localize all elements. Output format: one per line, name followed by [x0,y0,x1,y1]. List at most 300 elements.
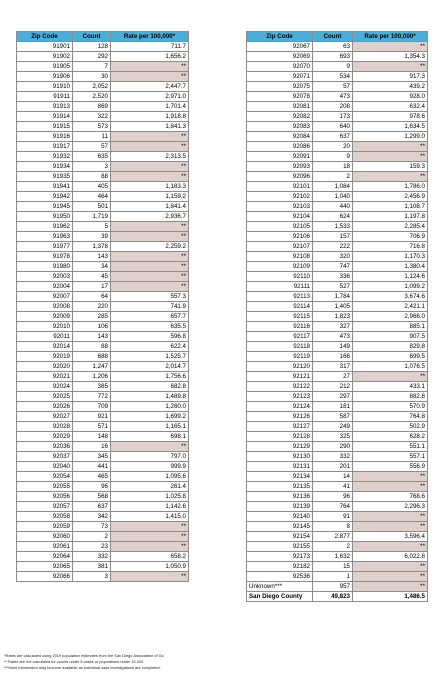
zip-code-cell: 91915 [17,122,73,132]
count-cell: 20 [313,142,353,152]
count-cell: 747 [313,262,353,272]
rate-cell: ** [111,132,189,142]
zip-code-cell: 92055 [17,482,73,492]
zip-code-cell: 92154 [247,532,313,542]
rate-cell: 1,183.3 [111,182,189,192]
count-cell: 173 [313,112,353,122]
zip-code-cell: 92182 [247,562,313,572]
count-cell: 8 [313,522,353,532]
zip-code-cell: 92071 [247,72,313,82]
zip-code-cell: 91941 [17,182,73,192]
table-row [247,232,428,242]
rate-cell: 797.0 [111,452,189,462]
zip-code-cell: 92108 [247,252,313,262]
rate-cell: 999.9 [111,462,189,472]
table-row [17,222,189,232]
count-cell: 332 [73,552,111,562]
count-cell: 34 [73,262,111,272]
rate-cell: 657.7 [111,312,189,322]
count-cell: 30 [73,72,111,82]
zip-code-cell: 92118 [247,342,313,352]
count-cell: 527 [313,282,353,292]
rate-cell: 1,099.2 [353,282,428,292]
count-cell: 440 [313,202,353,212]
rate-cell: 1,756.6 [111,372,189,382]
count-cell: 149 [313,342,353,352]
table-row [247,472,428,482]
zip-code-cell: 92128 [247,432,313,442]
table-row [247,132,428,142]
table-row [247,202,428,212]
table-row [17,572,189,582]
zip-code-cell: 92057 [17,502,73,512]
zip-code-cell: 92136 [247,492,313,502]
rate-cell: 1,489.8 [111,392,189,402]
count-cell: 709 [73,402,111,412]
zip-code-cell: 92084 [247,132,313,142]
table-row [247,422,428,432]
rate-cell: 716.8 [353,242,428,252]
table-row [17,202,189,212]
zip-code-cell: 92025 [17,392,73,402]
table-row [247,282,428,292]
table-row [17,72,189,82]
count-cell: 1,823 [313,312,353,322]
zip-code-cell: 92021 [17,372,73,382]
count-cell: 64 [73,292,111,302]
rate-cell: 1,634.5 [353,122,428,132]
count-cell: 637 [313,132,353,142]
zip-code-cell: 92145 [247,522,313,532]
table-row [247,332,428,342]
count-cell: 1,378 [73,242,111,252]
zip-code-cell: 92003 [17,272,73,282]
count-cell: 2 [313,542,353,552]
header-row [247,32,428,42]
table-row [247,502,428,512]
table-row [247,512,428,522]
count-cell: 441 [73,462,111,472]
zip-code-cell: 91906 [17,72,73,82]
count-cell: 1 [313,572,353,582]
count-cell: 14 [313,472,353,482]
table-row [17,132,189,142]
table-row [247,302,428,312]
table-row [247,352,428,362]
rate-cell: 1,197.8 [353,212,428,222]
rate-cell: 928.0 [353,92,428,102]
zip-code-cell: 92120 [247,362,313,372]
table-row [247,182,428,192]
zip-code-cell: 92110 [247,272,313,282]
count-cell: 693 [313,52,353,62]
table-row [247,462,428,472]
rate-cell: 1,299.0 [353,132,428,142]
zip-code-cell: 92119 [247,352,313,362]
rate-cell: ** [111,232,189,242]
zip-code-cell: 92126 [247,412,313,422]
count-cell: 166 [313,352,353,362]
table-row [17,362,189,372]
rate-cell: 3,596.4 [353,532,428,542]
zip-code-cell: 92010 [17,322,73,332]
table-row [247,362,428,372]
table-row [247,92,428,102]
zip-code-cell: 91910 [17,82,73,92]
zip-code-cell: 92082 [247,112,313,122]
table-row [247,412,428,422]
zip-code-cell: 92124 [247,402,313,412]
count-cell: 332 [313,452,353,462]
rate-cell: 635.5 [111,322,189,332]
count-cell: 2,052 [73,82,111,92]
zip-code-cell: 92135 [247,482,313,492]
table-row [247,492,428,502]
zip-table-left [16,31,189,582]
table-row [247,62,428,72]
count-cell: 1,632 [313,552,353,562]
table-row [17,522,189,532]
unknown-row [247,582,428,592]
rate-cell: ** [111,172,189,182]
table-row [17,432,189,442]
rate-cell: ** [111,532,189,542]
zip-code-cell: 91917 [17,142,73,152]
zip-code-cell: 92103 [247,202,313,212]
table-row [17,52,189,62]
count-cell: 57 [313,82,353,92]
table-row [247,222,428,232]
zip-code-cell: 92067 [247,42,313,52]
table-row [247,72,428,82]
zip-code-cell: 92140 [247,512,313,522]
count-cell: 249 [313,422,353,432]
table-row [17,392,189,402]
count-cell: 688 [73,352,111,362]
zip-code-cell: 92028 [17,422,73,432]
table-row [17,152,189,162]
zip-code-cell: 92093 [247,162,313,172]
count-cell: 473 [313,332,353,342]
rate-cell: 1,841.3 [111,122,189,132]
count-cell: 15 [313,562,353,572]
zip-code-cell: 92536 [247,572,313,582]
count-cell: 157 [313,232,353,242]
rate-cell: 2,447.7 [111,82,189,92]
zip-code-cell: 92007 [17,292,73,302]
zip-code-cell: 92014 [17,342,73,352]
rate-cell: 1,918.8 [111,112,189,122]
count-cell: 473 [313,92,353,102]
count-cell: 764 [313,502,353,512]
unknown-count: 957 [313,582,353,592]
count-cell: 320 [313,252,353,262]
rate-cell: 2,313.5 [111,152,189,162]
unknown-label: Unknown*** [247,582,313,592]
table-row [17,372,189,382]
count-cell: 385 [73,382,111,392]
rate-cell: 1,786.0 [353,182,428,192]
count-cell: 39 [73,232,111,242]
rate-cell: ** [353,142,428,152]
zip-code-cell: 92029 [17,432,73,442]
count-cell: 57 [73,142,111,152]
table-row [247,242,428,252]
rate-cell: 1,124.6 [353,272,428,282]
count-cell: 181 [313,402,353,412]
rate-cell: ** [353,42,428,52]
count-cell: 222 [313,242,353,252]
count-cell: 342 [73,512,111,522]
table-row [247,142,428,152]
rate-cell: 658.2 [111,552,189,562]
zip-code-cell: 92113 [247,292,313,302]
table-row [247,102,428,112]
table-row [247,572,428,582]
zip-code-cell: 91914 [17,112,73,122]
table-row [17,292,189,302]
count-header: Count [313,32,353,42]
zip-code-cell: 91913 [17,102,73,112]
count-cell: 201 [313,462,353,472]
rate-cell: ** [111,262,189,272]
table-row [17,442,189,452]
table-row [17,242,189,252]
count-cell: 143 [73,252,111,262]
zip-code-cell: 91905 [17,62,73,72]
table-row [17,42,189,52]
rate-cell: 978.6 [353,112,428,122]
rate-header: Rate per 100,000* [353,32,428,42]
count-cell: 464 [73,192,111,202]
count-cell: 2 [73,532,111,542]
zip-code-cell: 92064 [17,552,73,562]
count-cell: 317 [313,362,353,372]
count-cell: 41 [313,482,353,492]
rate-cell: 557.3 [111,292,189,302]
rate-cell: 706.9 [353,232,428,242]
count-cell: 18 [313,162,353,172]
rate-cell: 1,841.4 [111,202,189,212]
count-cell: 285 [73,312,111,322]
count-cell: 45 [73,272,111,282]
rate-cell: 2,456.9 [353,192,428,202]
rate-cell: 1,095.6 [111,472,189,482]
footnotes [4,653,244,671]
count-cell: 5 [73,222,111,232]
count-cell: 2 [313,172,353,182]
count-cell: 571 [73,422,111,432]
table-row [17,62,189,72]
rate-cell: 1,525.7 [111,352,189,362]
count-cell: 1,533 [313,222,353,232]
rate-cell: 622.4 [111,342,189,352]
rate-cell: 6,022.8 [353,552,428,562]
zip-code-cell: 92061 [17,542,73,552]
count-cell: 96 [313,492,353,502]
count-cell: 921 [73,412,111,422]
count-cell: 3 [73,162,111,172]
zip-code-cell: 91942 [17,192,73,202]
zip-code-cell: 91901 [17,42,73,52]
rate-cell: 439.2 [353,82,428,92]
rate-cell: ** [111,572,189,582]
table-row [247,552,428,562]
count-header: Count [73,32,111,42]
table-row [17,162,189,172]
rate-cell: 1,656.2 [111,52,189,62]
count-cell: 327 [313,322,353,332]
table-row [247,562,428,572]
zip-code-cell: 92105 [247,222,313,232]
count-cell: 1,784 [313,292,353,302]
count-cell: 573 [73,122,111,132]
zip-code-cell: 91935 [17,172,73,182]
table-row [247,452,428,462]
unknown-rate: ** [353,582,428,592]
zip-code-cell: 92059 [17,522,73,532]
rate-cell: 2,966.0 [353,312,428,322]
zip-code-cell: 92131 [247,462,313,472]
rate-cell: 2,421.1 [353,302,428,312]
rate-cell: ** [111,252,189,262]
table-row [17,422,189,432]
rate-cell: 596.8 [111,332,189,342]
table-row [247,382,428,392]
zip-table-right [246,31,428,602]
rate-cell: ** [353,472,428,482]
count-cell: 624 [313,212,353,222]
count-cell: 381 [73,562,111,572]
count-cell: 465 [73,472,111,482]
table-row [17,402,189,412]
zip-code-cell: 91932 [17,152,73,162]
table-row [247,542,428,552]
count-cell: 1,206 [73,372,111,382]
table-row [17,492,189,502]
table-row [17,352,189,362]
zip-code-cell: 92060 [17,532,73,542]
rate-cell: ** [353,572,428,582]
table-row [17,472,189,482]
zip-code-cell: 92011 [17,332,73,342]
zip-code-cell: 92107 [247,242,313,252]
rate-cell: 1,354.3 [353,52,428,62]
table-row [17,122,189,132]
count-cell: 27 [313,372,353,382]
rate-cell: ** [353,62,428,72]
count-cell: 148 [73,432,111,442]
zip-code-cell: 92026 [17,402,73,412]
zip-code-cell: 91911 [17,92,73,102]
table-row [247,82,428,92]
table-row [247,292,428,302]
count-cell: 772 [73,392,111,402]
table-row [247,112,428,122]
total-label: San Diego County [247,592,313,602]
zip-code-cell: 92083 [247,122,313,132]
count-cell: 63 [313,42,353,52]
rate-cell: 1,165.1 [111,422,189,432]
table-row [17,172,189,182]
zip-code-cell: 92155 [247,542,313,552]
rate-cell: ** [353,152,428,162]
table-row [17,312,189,322]
table-row [17,232,189,242]
rate-cell: 1,415.0 [111,512,189,522]
zip-code-cell: 92130 [247,452,313,462]
rate-cell: 502.9 [353,422,428,432]
rate-cell: 2,296.3 [353,502,428,512]
rate-cell: 1,159.2 [111,192,189,202]
zip-code-cell: 92121 [247,372,313,382]
zip-code-cell: 92122 [247,382,313,392]
zip-code-cell: 91945 [17,202,73,212]
count-cell: 17 [73,282,111,292]
count-cell: 91 [313,512,353,522]
count-cell: 88 [73,342,111,352]
table-row [17,102,189,112]
total-row [247,592,428,602]
rate-cell: 764.8 [353,412,428,422]
rate-cell: 632.4 [353,102,428,112]
count-cell: 11 [73,132,111,142]
table-row [17,302,189,312]
header-row [17,32,189,42]
rate-cell: 2,971.0 [111,92,189,102]
rate-cell: 628.2 [353,432,428,442]
footnote-suppressed: ** Rates are not calculated for counts under 5 cases or populations under 10,000. [4,659,145,664]
rate-cell: 917.3 [353,72,428,82]
table-row [247,122,428,132]
zip-code-cell: 92004 [17,282,73,292]
rate-cell: 768.6 [353,492,428,502]
rate-cell: ** [111,542,189,552]
zip-code-cell: 92102 [247,192,313,202]
zip-code-cell: 92129 [247,442,313,452]
table-row [247,482,428,492]
rate-cell: ** [353,372,428,382]
table-row [247,152,428,162]
zip-code-cell: 92075 [247,82,313,92]
table-row [17,252,189,262]
table-row [247,192,428,202]
rate-cell: 2,936.7 [111,212,189,222]
rate-cell: 1,025.8 [111,492,189,502]
zip-code-cell: 92066 [17,572,73,582]
table-row [17,342,189,352]
count-cell: 1,247 [73,362,111,372]
count-cell: 635 [73,152,111,162]
count-cell: 1,719 [73,212,111,222]
count-cell: 1,084 [313,182,353,192]
table-row [17,502,189,512]
rate-cell: 698.1 [111,432,189,442]
zip-code-cell: 92036 [17,442,73,452]
count-cell: 290 [313,442,353,452]
table-row [247,52,428,62]
rate-cell: 159.3 [353,162,428,172]
count-cell: 322 [73,112,111,122]
zip-code-cell: 92123 [247,392,313,402]
zip-code-cell: 91977 [17,242,73,252]
table-row [247,532,428,542]
zip-code-cell: 91978 [17,252,73,262]
rate-cell: 1,170.3 [353,252,428,262]
zip-code-cell: 92104 [247,212,313,222]
rate-cell: 557.1 [353,452,428,462]
rate-cell: 829.8 [353,342,428,352]
